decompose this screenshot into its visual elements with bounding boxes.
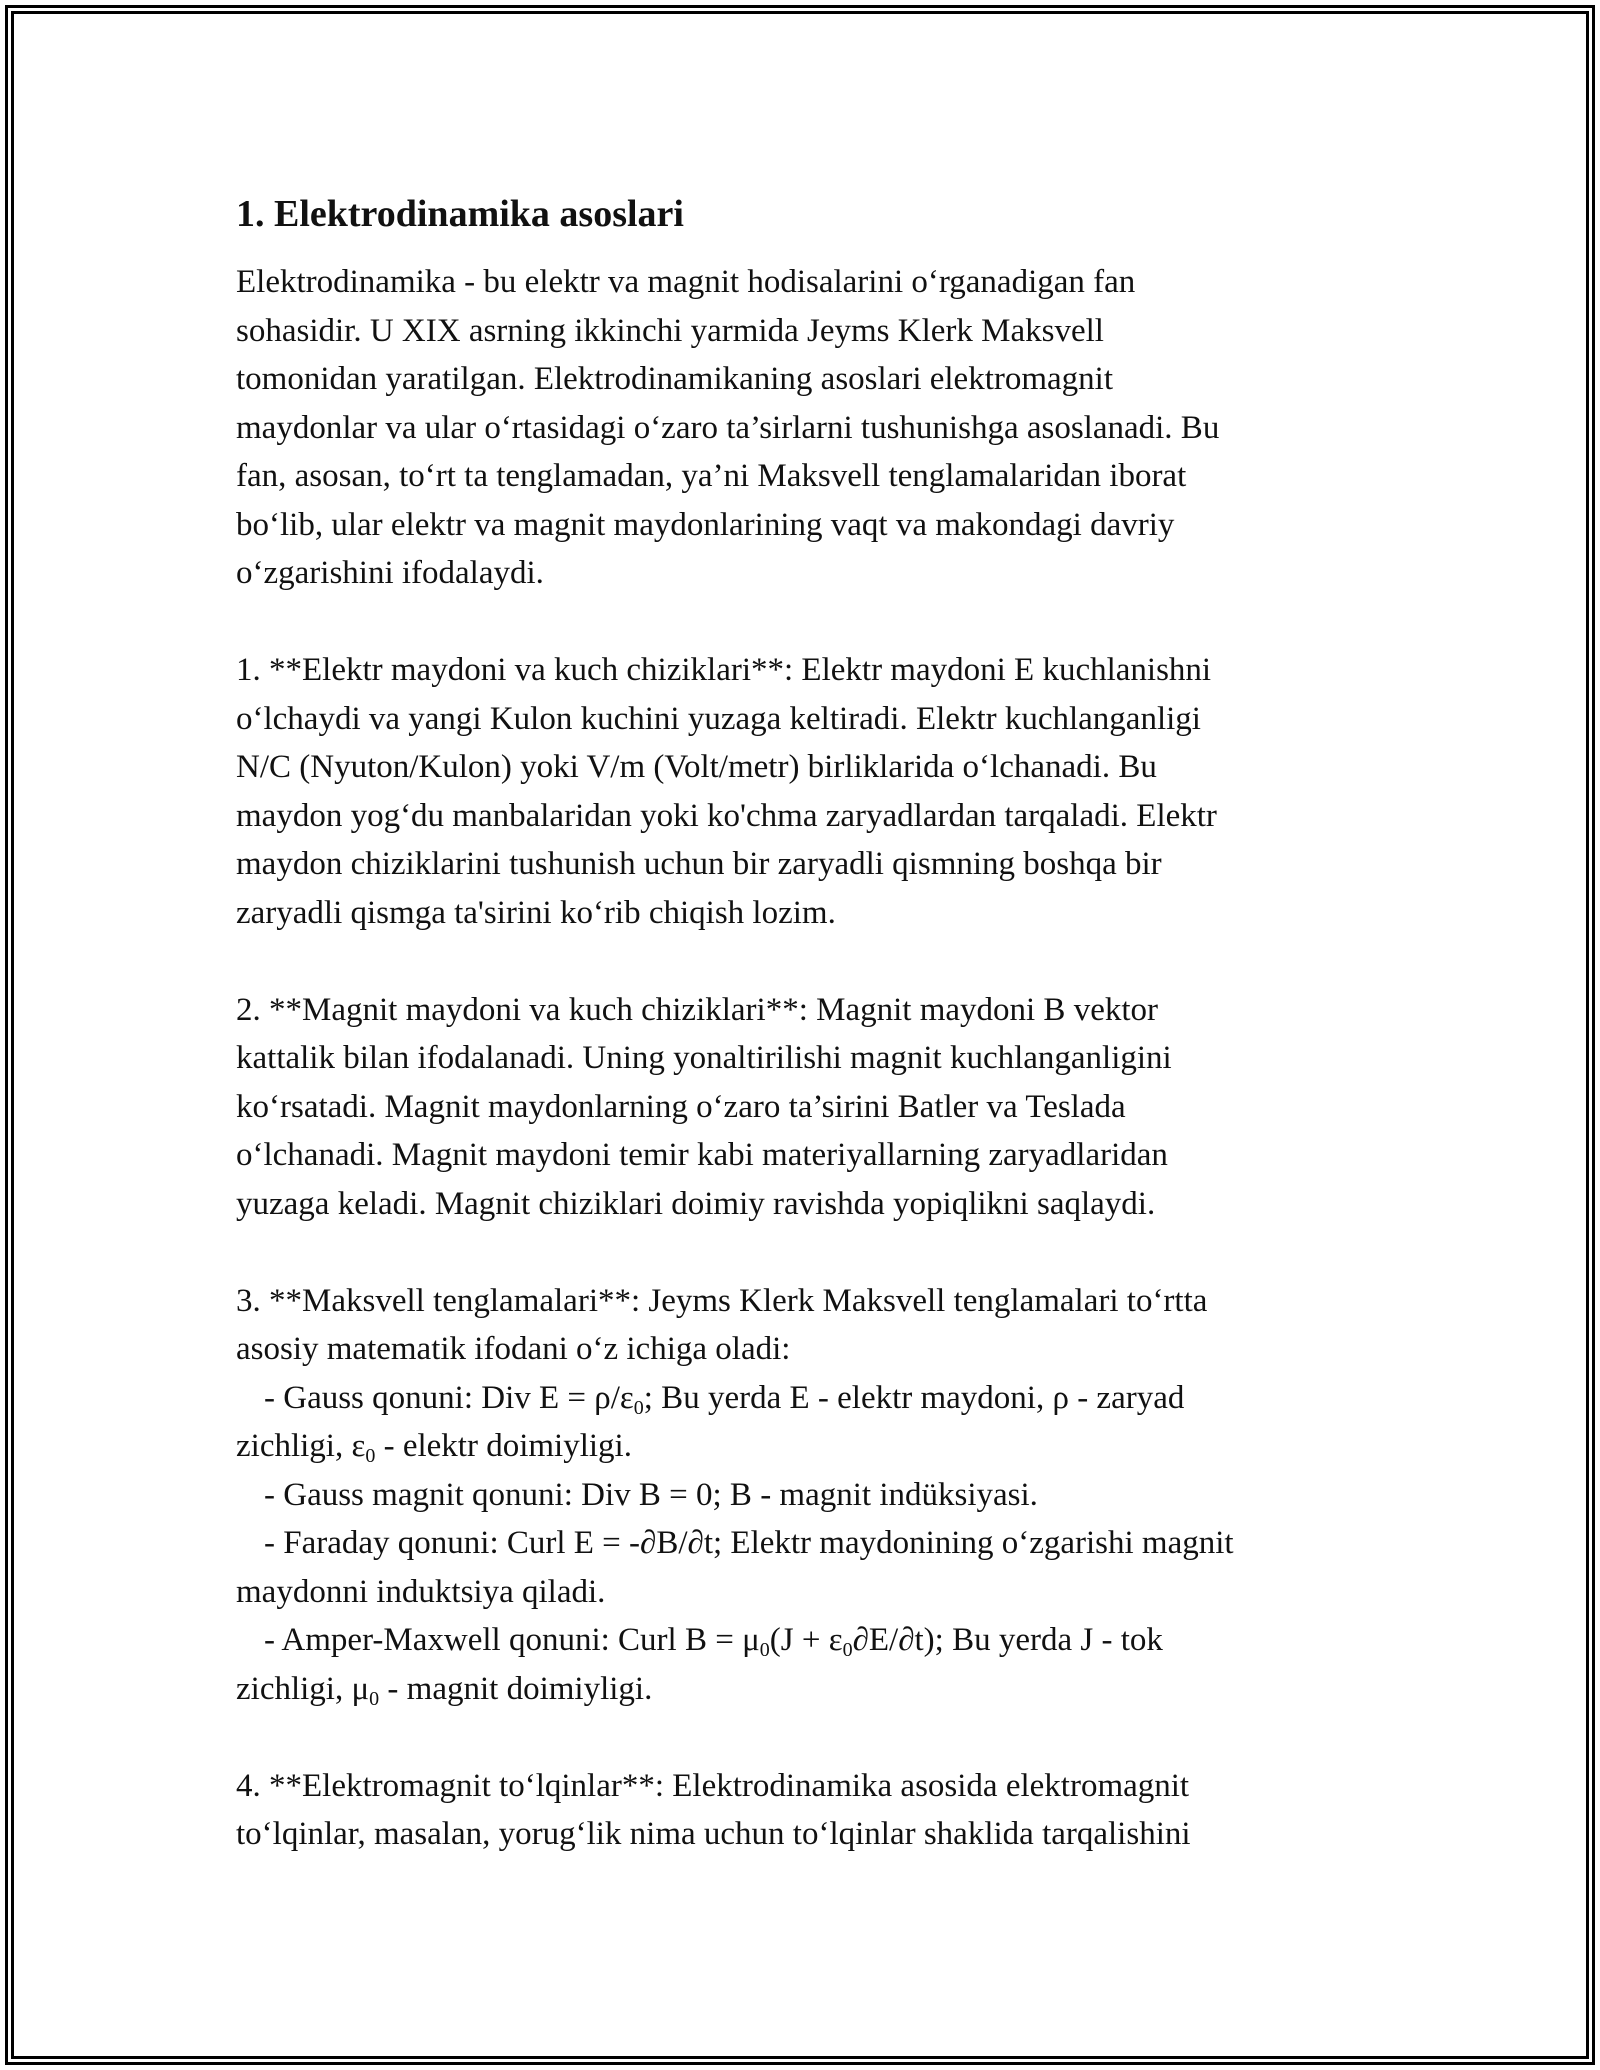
text-line: bo‘lib, ular elektr va magnit maydonlarining vaqt va makondagi davriy (236, 506, 1175, 543)
text-line: maydon yog‘du manbalaridan yoki ko'chma zaryadlardan tarqaladi. Elektr (236, 797, 1217, 834)
text-line: maydonlar va ular o‘rtasidagi o‘zaro ta’sirlarni tushunishga asoslanadi. Bu (236, 409, 1220, 446)
document-title: 1. Elektrodinamika asoslari (236, 193, 684, 235)
document-body (236, 188, 1366, 1859)
text-line: to‘lqinlar, masalan, yorug‘lik nima uchun to‘lqinlar shaklida tarqalishini (236, 1816, 1191, 1852)
text-line: yuzaga keladi. Magnit chiziklari doimiy ravishda yopiqlikni saqlaydi. (236, 1185, 1156, 1222)
text-line: 1. **Elektr maydoni va kuch chiziklari**: Elektr maydoni E kuchlanishni (236, 652, 1212, 688)
text-line: 4. **Elektromagnit to‘lqinlar**: Elektrodinamika asosida elektromagnit (236, 1767, 1190, 1804)
section-em-waves (236, 1762, 1366, 1859)
equation-text: ; Bu yerda E - elektr maydoni, ρ - zaryad (643, 1379, 1185, 1416)
text-line: maydon chiziklarini tushunish uchun bir zaryadli qismning boshqa bir (236, 846, 1162, 882)
subscript-zero: 0 (369, 1687, 380, 1710)
section-magnetic-field (236, 986, 1366, 1229)
text-line: tomonidan yaratilgan. Elektrodinamikaning asoslari elektromagnit (236, 361, 1114, 397)
equation-text: - Gauss qonuni: Div E = ρ/ε (264, 1379, 634, 1416)
intro-paragraph (236, 258, 1366, 598)
equation-text: zichligi, μ (236, 1670, 370, 1707)
text-line: o‘zgarishini ifodalaydi. (236, 555, 544, 591)
equation-ampere-maxwell-law-cont (236, 1665, 1366, 1714)
subscript-zero: 0 (365, 1445, 376, 1467)
equation-faraday-law: - Faraday qonuni: Curl E = -∂B/∂t; Elektr maydonining o‘zgarishi magnit (264, 1525, 1234, 1561)
equation-text: (J + ε (769, 1622, 843, 1658)
text-line: zaryadli qismga ta'sirini ko‘rib chiqish lozim. (236, 894, 836, 931)
section-electric-field (236, 646, 1366, 937)
equation-text: - elektr doimiyligi. (375, 1428, 632, 1464)
equation-text: zichligi, ε (236, 1428, 366, 1464)
subscript-zero: 0 (633, 1396, 644, 1419)
text-line: Elektrodinamika - bu elektr va magnit hodisalarini o‘rganadigan fan (236, 264, 1136, 300)
section-maxwell-equations (236, 1277, 1366, 1714)
text-line: kattalik bilan ifodalanadi. Uning yonaltirilishi magnit kuchlanganligini (236, 1040, 1172, 1076)
subscript-zero: 0 (759, 1639, 770, 1661)
text-line: fan, asosan, to‘rt ta tenglamadan, ya’ni Maksvell tenglamalaridan iborat (236, 458, 1187, 494)
text-line: asosiy matematik ifodani o‘z ichiga oladi: (236, 1331, 791, 1367)
equation-faraday-law-cont: maydonni induktsiya qiladi. (236, 1573, 606, 1610)
equation-ampere-maxwell-law (236, 1616, 1366, 1665)
paragraph-gap (236, 1228, 1366, 1277)
text-line: N/C (Nyuton/Kulon) yoki V/m (Volt/metr) birliklarida o‘lchanadi. Bu (236, 749, 1157, 785)
paragraph-gap (236, 1713, 1366, 1762)
equation-gauss-law-cont (236, 1422, 1366, 1471)
paragraph-gap (236, 598, 1366, 647)
equation-gauss-magnetic-law: - Gauss magnit qonuni: Div B = 0; B - magnit indüksiyasi. (264, 1476, 1038, 1513)
subscript-zero: 0 (842, 1639, 853, 1661)
equation-text: - Amper-Maxwell qonuni: Curl B = μ (264, 1622, 760, 1658)
equation-text: - magnit doimiyligi. (379, 1670, 653, 1707)
text-line: 2. **Magnit maydoni va kuch chiziklari**: Magnit maydoni B vektor (236, 991, 1159, 1028)
text-line: o‘lchaydi va yangi Kulon kuchini yuzaga keltiradi. Elektr kuchlanganligi (236, 700, 1201, 737)
equation-text: ∂E/∂t); Bu yerda J - tok (852, 1622, 1163, 1658)
text-line: 3. **Maksvell tenglamalari**: Jeyms Klerk Maksvell tenglamalari to‘rtta (236, 1282, 1208, 1319)
equation-gauss-law (236, 1374, 1366, 1423)
text-line: o‘lchanadi. Magnit maydoni temir kabi materiyallarning zaryadlaridan (236, 1137, 1168, 1173)
text-line: ko‘rsatadi. Magnit maydonlarning o‘zaro ta’sirini Batler va Teslada (236, 1088, 1126, 1125)
paragraph-gap (236, 937, 1366, 986)
text-line: sohasidir. U XIX asrning ikkinchi yarmida Jeyms Klerk Maksvell (236, 312, 1104, 349)
